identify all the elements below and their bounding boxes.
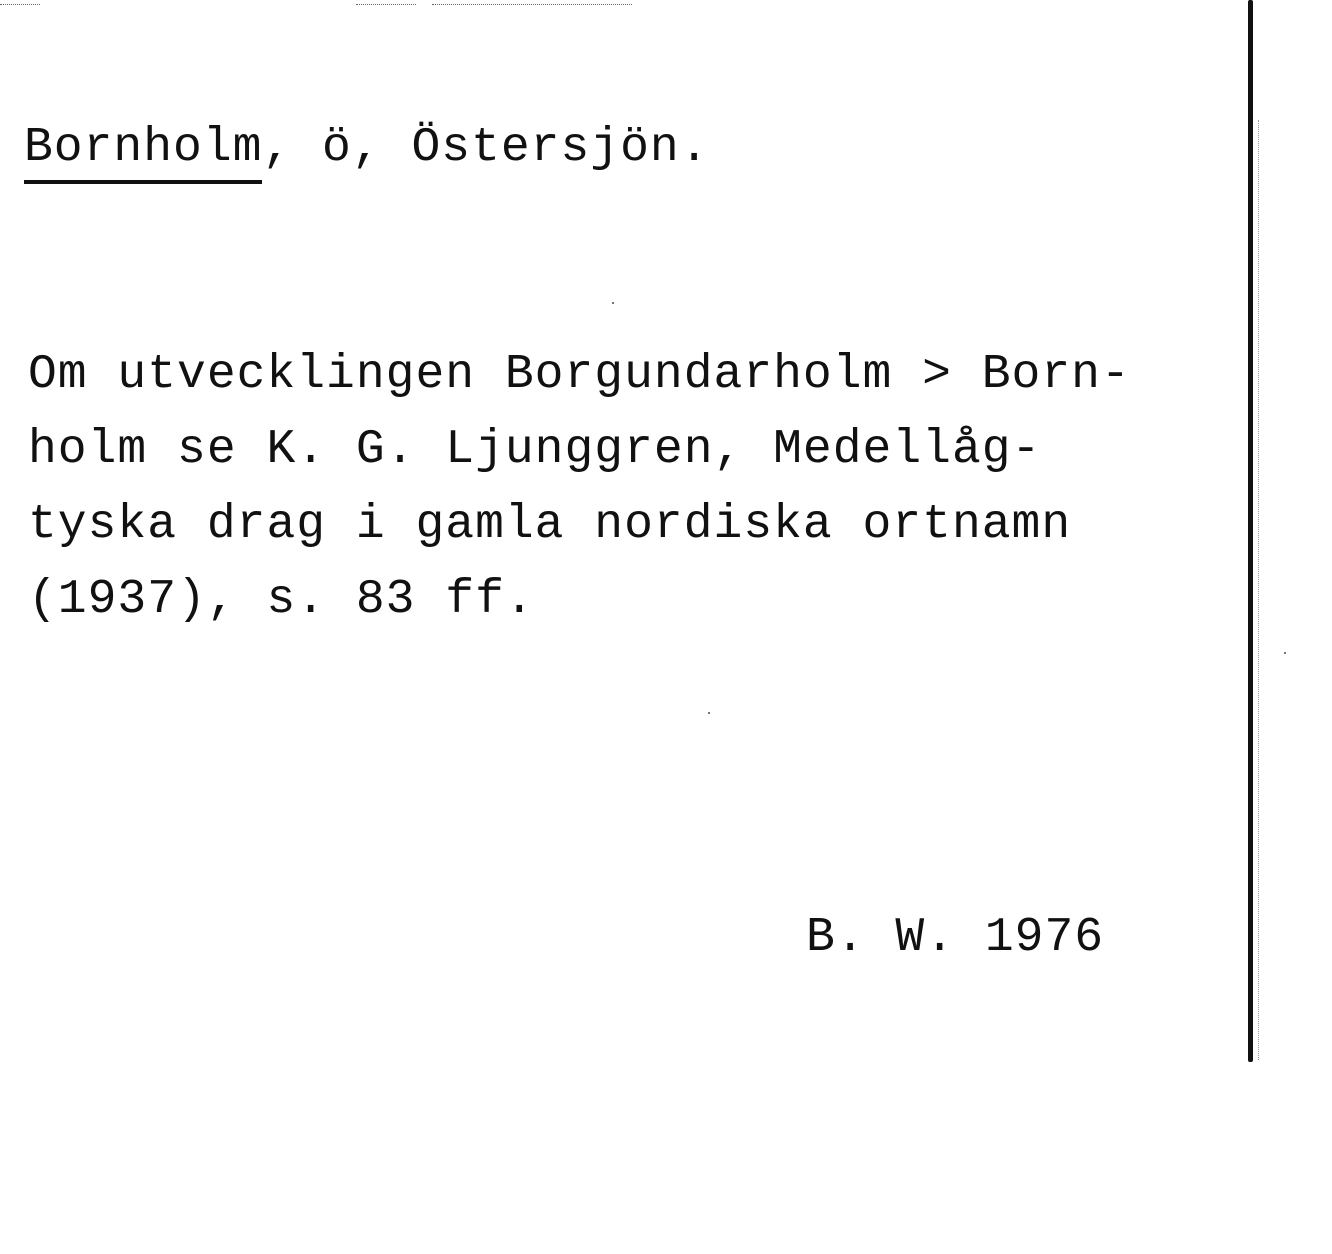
heading-keyword: Bornholm — [24, 118, 262, 178]
stray-dot — [708, 712, 710, 714]
body-line: tyska drag i gamla nordiska ortnamn — [28, 498, 1072, 552]
card-edge-line — [1248, 0, 1253, 1062]
speck — [0, 4, 40, 6]
stray-dot — [1284, 652, 1286, 654]
speck — [432, 4, 632, 6]
signature: B. W. 1976 — [806, 911, 1105, 965]
card-heading — [24, 118, 710, 178]
body-line: holm se K. G. Ljunggren, Medellåg- — [28, 423, 1042, 477]
scan-specks — [0, 4, 640, 8]
body-line: Om utvecklingen Borgundarholm > Born- — [28, 348, 1131, 402]
stray-dot — [612, 302, 614, 304]
card-edge-shadow — [1258, 120, 1260, 1060]
heading-description: , ö, Östersjön. — [262, 121, 710, 175]
speck — [356, 4, 416, 6]
card-body — [28, 338, 1131, 638]
body-line: (1937), s. 83 ff. — [28, 573, 535, 627]
